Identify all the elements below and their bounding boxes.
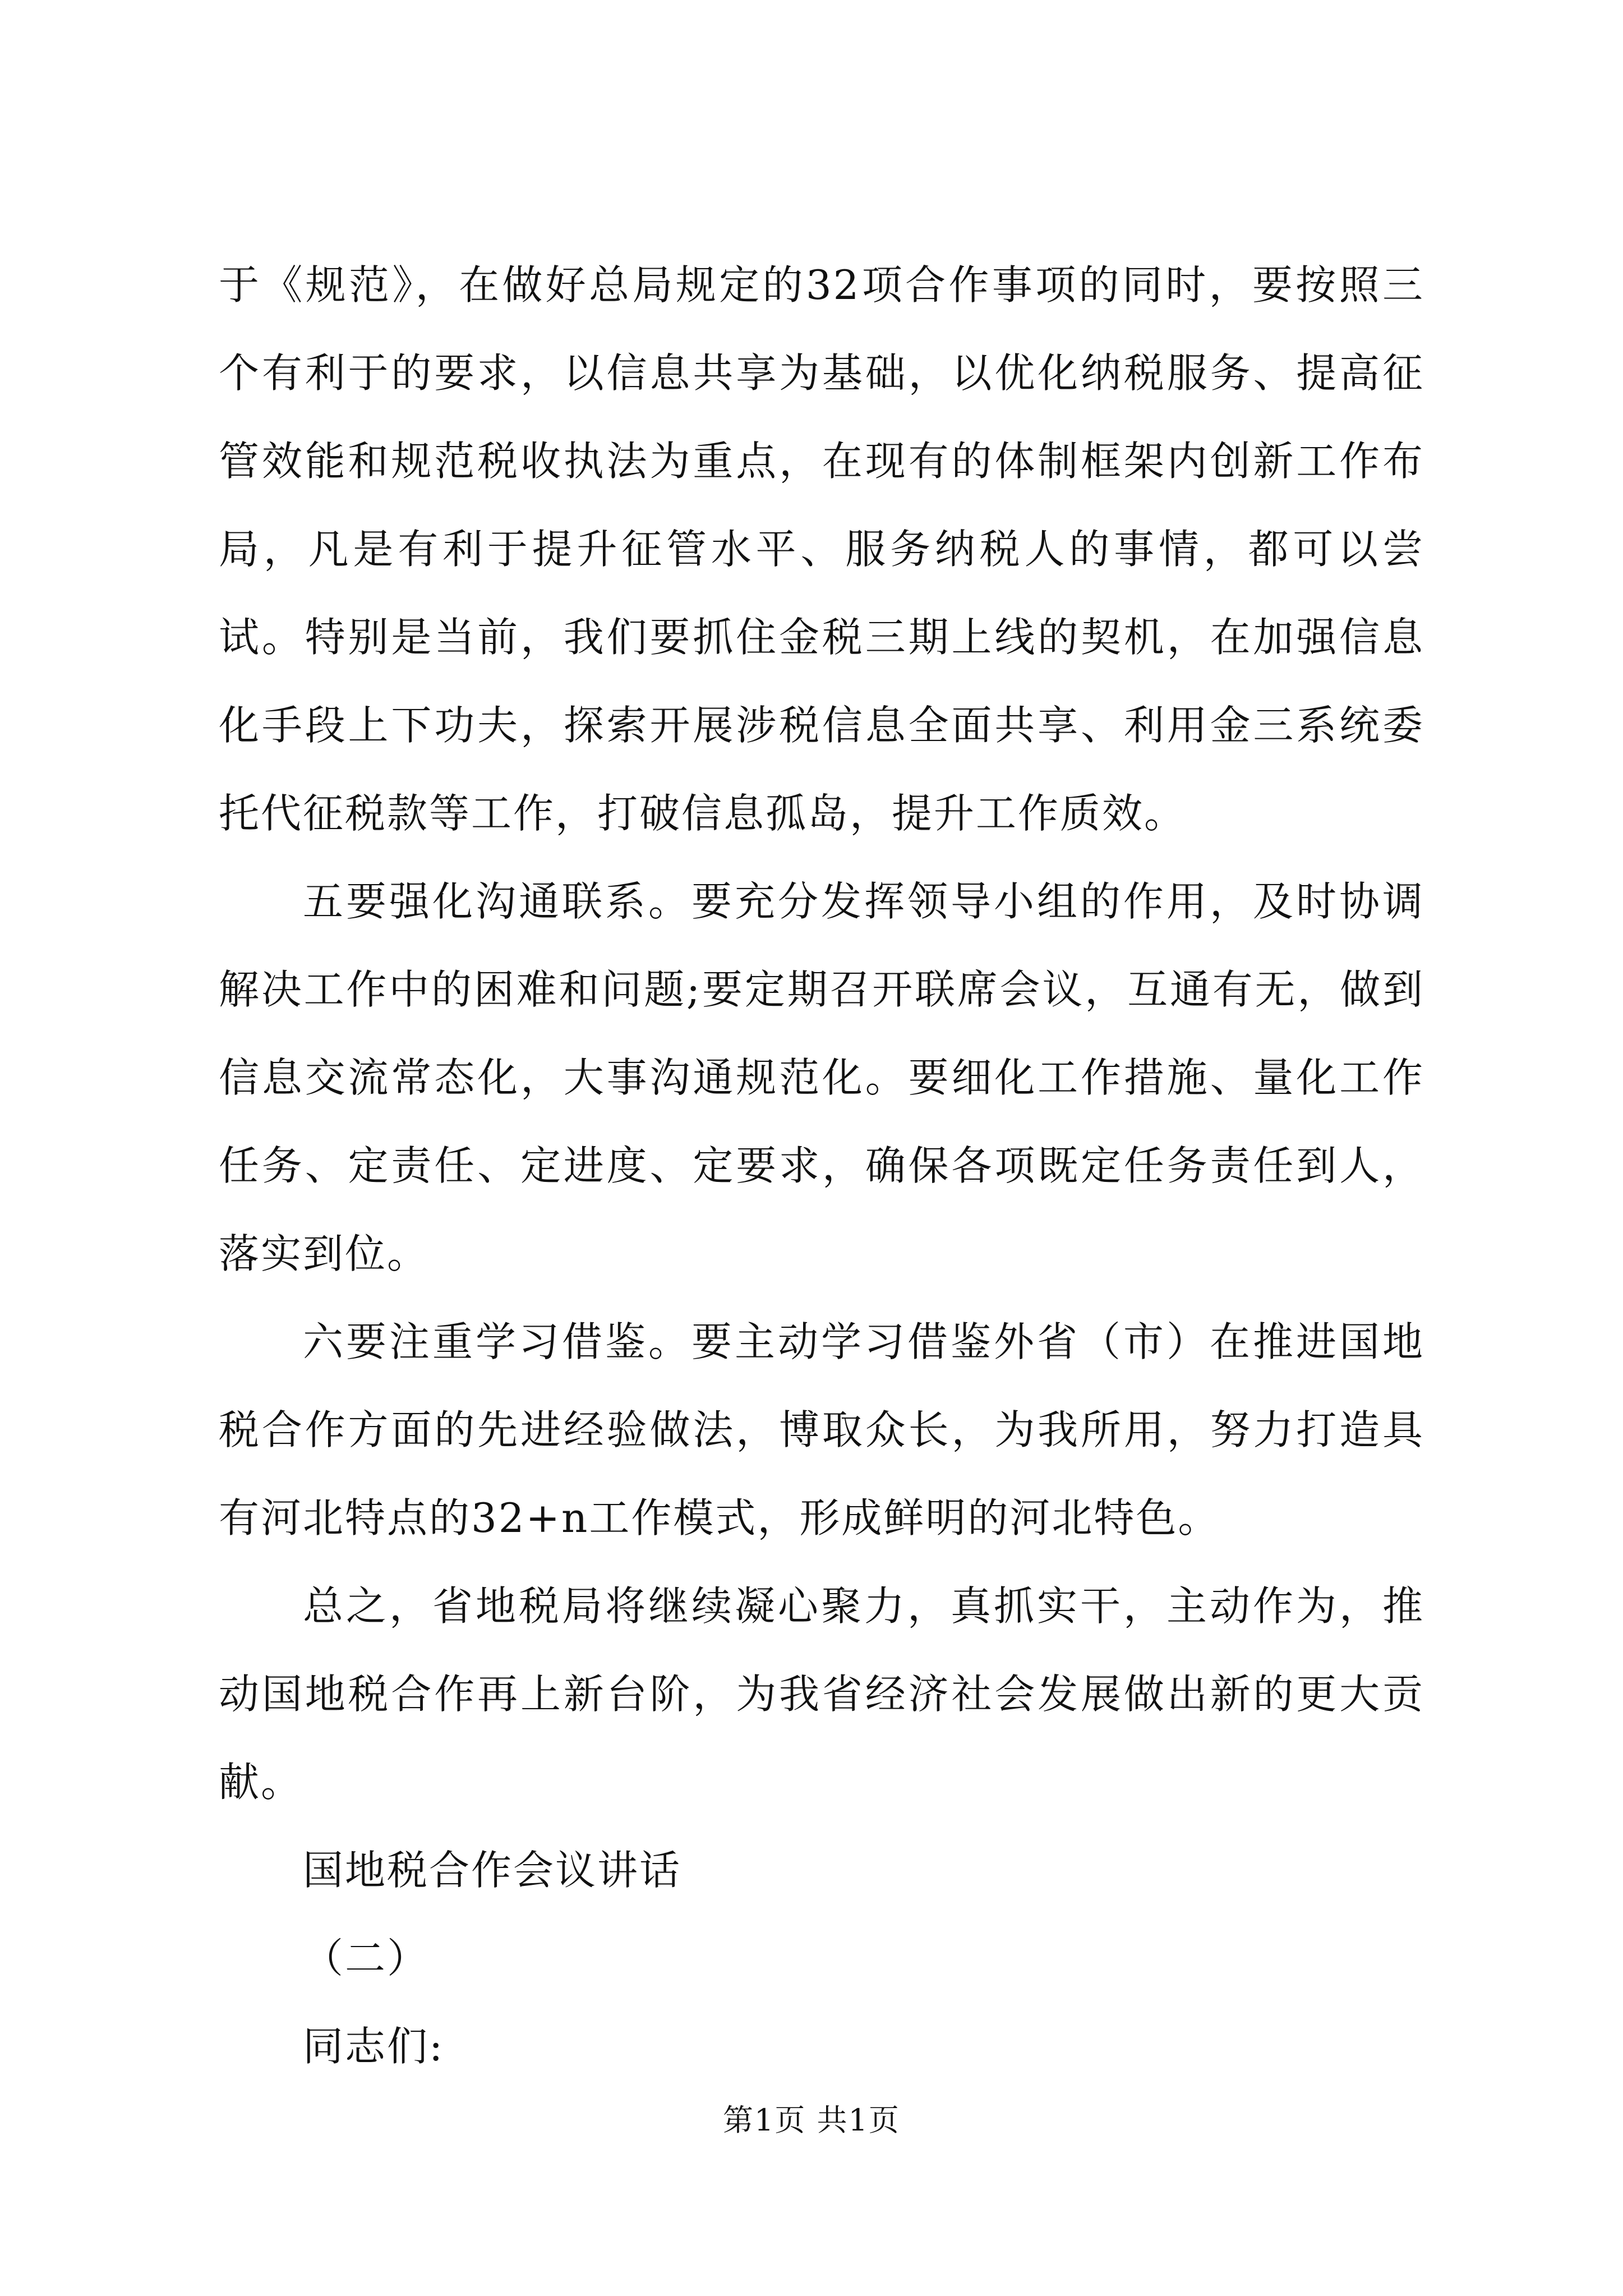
- paragraph-communication: 五要强化沟通联系。要充分发挥领导小组的作用，及时协调解决工作中的困难和问题;要定期召开联席会议，互通有无，做到信息交流常态化，大事沟通规范化。要细化工作措施、量化工作任务、定责任、定进度、定要求，确保各项既定任务责任到人，落实到位。: [219, 878, 1424, 1277]
- salutation: 同志们:: [303, 2023, 445, 2070]
- speech-title: 国地税合作会议讲话: [303, 1847, 682, 1894]
- document-body: [219, 241, 1424, 2091]
- page-footer: 第1页 共1页: [723, 2102, 900, 2138]
- paragraph-learning: 六要注重学习借鉴。要主动学习借鉴外省（市）在推进国地税合作方面的先进经验做法，博取众长，为我所用，努力打造具有河北特点的32+n工作模式，形成鲜明的河北特色。: [219, 1318, 1424, 1542]
- speech-part-number: （二）: [303, 1935, 430, 1982]
- paragraph-continuation: 于《规范》，在做好总局规定的32项合作事项的同时，要按照三个有利于的要求，以信息共享为基础，以优化纳税服务、提高征管效能和规范税收执法为重点，在现有的体制框架内创新工作布局，凡是有利于提升征管水平、服务纳税人的事情，都可以尝试。特别是当前，我们要抓住金税三期上线的契机，在加强信息化手段上下功夫，探索开展涉税信息全面共享、利用金三系统委托代征税款等工作，打破信息孤岛，提升工作质效。: [219, 261, 1424, 837]
- paragraph-conclusion: 总之，省地税局将继续凝心聚力，真抓实干，主动作为，推动国地税合作再上新台阶，为我省经济社会发展做出新的更大贡献。: [219, 1582, 1424, 1806]
